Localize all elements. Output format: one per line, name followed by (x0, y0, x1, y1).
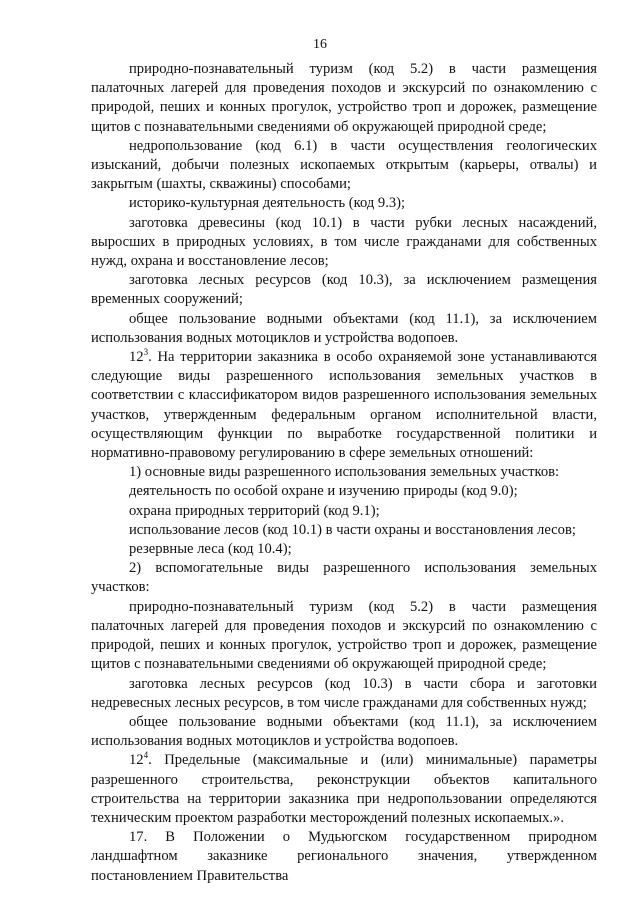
paragraph (91, 751, 597, 828)
paragraph-text: 1) основные виды разрешенного использования земельных участков: (129, 464, 560, 481)
paragraph-text: общее пользование водными объектами (код 11.1), за исключением использования водных мотоциклов и устройства водопоев. (91, 713, 597, 750)
paragraph (91, 828, 597, 886)
paragraph (91, 194, 597, 213)
paragraph-text: 17. В Положении о Мудьюгском государственном природном ландшафтном заказнике регионального значения, утвержденном постановлением Правительства (91, 829, 597, 884)
paragraph-text: природно-познавательный туризм (код 5.2) в части размещения палаточных лагерей для проведения походов и экскурсий по ознакомлению с природой, пеших и конных прогулок, устройство троп и дорожек, размещение щитов с познавательными сведениями об окружающей природной среде; (91, 61, 597, 135)
page-number: 16 (313, 37, 327, 52)
paragraph (91, 502, 597, 521)
paragraph (91, 713, 597, 751)
paragraph-text: природно-познавательный туризм (код 5.2) в части размещения палаточных лагерей для проведения походов и экскурсий по ознакомлению с природой, пеших и конных прогулок, устройство троп и дорожек, размещение щитов с познавательными сведениями об окружающей природной среде; (91, 598, 597, 673)
paragraph-text: заготовка древесины (код 10.1) в части рубки лесных насаждений, выросших в природных условиях, в том числе гражданами для собственных нужд, охрана и восстановление лесов; (91, 214, 597, 270)
paragraph-text: деятельность по особой охране и изучению природы (код 9.0); (129, 483, 518, 500)
paragraph-text: 2) вспомогательные виды разрешенного использования земельных участков: (91, 560, 597, 596)
paragraph (91, 521, 597, 540)
paragraph-text: . Предельные (максимальные и (или) минимальные) параметры разрешенного строительства, реконструкции объектов капитального строительства на территории заказника при недропользовании определяются техническим проектом разработки месторождений полезных ископаемых.». (91, 752, 597, 826)
paragraph (91, 348, 597, 463)
paragraph-text: историко-культурная деятельность (код 9.3); (129, 195, 406, 212)
document-body (91, 60, 597, 886)
paragraph (91, 675, 597, 713)
paragraph (91, 60, 597, 137)
paragraph (91, 559, 597, 597)
paragraph-text: . На территории заказника в особо охраняемой зоне устанавливаются следующие виды разрешенного использования земельных участков в соответствии с классификатором видов разрешенного использования земельных участков, утвержденным федеральным органом исполнительной власти, осуществляющим функции по выработке государственной политики и нормативно-правовому регулированию в сфере земельных отношений: (91, 349, 597, 462)
paragraph (91, 137, 597, 195)
section-superscript: 4 (143, 750, 149, 761)
paragraph-text: заготовка лесных ресурсов (код 10.3), за исключением размещения временных сооружений; (91, 272, 597, 308)
paragraph (91, 482, 597, 501)
section-number: 12 (129, 752, 144, 769)
paragraph (91, 271, 597, 309)
paragraph (91, 463, 597, 482)
section-superscript: 3 (143, 347, 149, 358)
paragraph-text: заготовка лесных ресурсов (код 10.3) в части сбора и заготовки недревесных лесных ресурсов, в том числе гражданами для собственных нужд; (91, 675, 597, 711)
paragraph-text: использование лесов (код 10.1) в части охраны и восстановления лесов; (129, 521, 576, 538)
paragraph (91, 214, 597, 272)
paragraph (91, 598, 597, 675)
paragraph-text: резервные леса (код 10.4); (129, 541, 292, 558)
section-number: 12 (129, 349, 144, 366)
paragraph-text: общее пользование водными объектами (код 11.1), за исключением использования водных мотоциклов и устройства водопоев. (91, 310, 597, 346)
paragraph (91, 310, 597, 348)
paragraph-text: недропользование (код 6.1) в части осуществления геологических изысканий, добычи полезных ископаемых открытым (карьеры, отвалы) и закрытым (шахты, скважины) способами; (91, 137, 597, 193)
paragraph-text: охрана природных территорий (код 9.1); (129, 502, 380, 519)
paragraph (91, 540, 597, 559)
